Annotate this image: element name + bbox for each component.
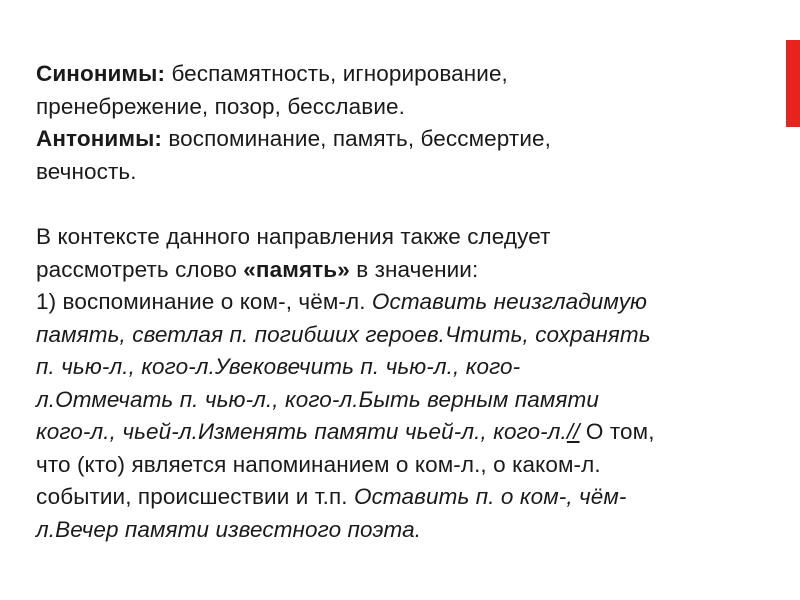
context-line-2-end: в значении: <box>349 256 479 282</box>
meaning-2-end: событии, происшествии и т.п. <box>36 484 354 509</box>
context-line-4: память, светлая п. погибших героев.Чтить, сохранять <box>36 321 651 347</box>
example-text-7: кого-л., чьей-л.Изменять памяти чьей-л., кого-л. <box>36 419 567 444</box>
meaning-2-start: О том, <box>579 419 655 444</box>
antonyms-line-2: вечность. <box>36 158 137 184</box>
separator-mark: // <box>566 419 580 444</box>
paragraph-gap <box>36 188 776 221</box>
context-line-6: л.Отмечать п. чью-л., кого-л.Быть верным памяти <box>36 386 599 412</box>
antonyms-label: Антонимы: <box>36 126 162 151</box>
context-line-9 <box>36 481 776 514</box>
context-line-2 <box>36 254 776 287</box>
context-line-8: что (кто) является напоминанием о ком-л., о каком-л. <box>36 451 601 477</box>
context-line-1: В контексте данного направления также следует <box>36 224 551 249</box>
antonyms-line-1 <box>36 123 776 156</box>
synonyms-line-2: пренебрежение, позор, бесславие. <box>36 93 405 119</box>
meaning-1-definition: 1) воспоминание о ком-, чём-л. <box>36 289 372 314</box>
antonyms-text-1: воспоминание, память, бессмертие, <box>161 126 551 151</box>
context-line-3 <box>36 286 776 319</box>
context-line-5: п. чью-л., кого-л.Увековечить п. чью-л., кого- <box>36 354 521 379</box>
context-line-7 <box>36 416 776 449</box>
slide-text <box>36 58 776 546</box>
synonyms-line-1 <box>36 58 776 91</box>
synonyms-text-1: беспамятность, игнорирование, <box>165 61 508 86</box>
keyword-pamyat: «память» <box>243 256 350 282</box>
context-line-2-start: рассмотреть слово <box>36 256 244 282</box>
example-text-9: Оставить п. о ком-, чём- <box>353 484 627 509</box>
synonyms-label: Синонимы: <box>36 61 166 86</box>
example-text-1: Оставить неизгладимую <box>371 289 648 314</box>
context-line-10: л.Вечер памяти известного поэта. <box>36 516 422 542</box>
accent-bar <box>786 40 800 127</box>
